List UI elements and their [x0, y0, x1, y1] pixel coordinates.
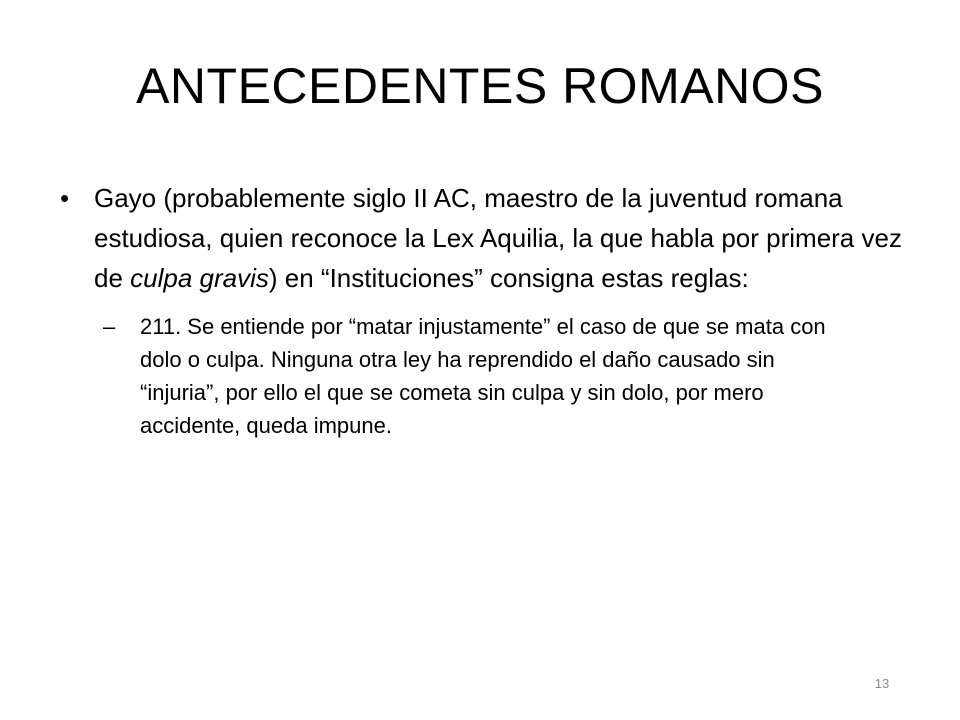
slide-content: [60, 178, 920, 442]
page-number: 13: [874, 676, 890, 691]
sub-bullet-marker: –: [103, 314, 116, 339]
bullet-item: [60, 178, 920, 298]
bullet-text-start: Gayo (probablemente siglo II AC, maestro de la juventud romana estudiosa, quien reconoce la Lex Aquilia, la que habla por primera vez de: [94, 183, 902, 293]
sub-bullet-item: [103, 310, 840, 442]
bullet-marker: •: [60, 183, 70, 213]
slide-title: ANTECEDENTES ROMANOS: [136, 58, 824, 114]
bullet-text-end: ) en “Instituciones” consigna estas reglas:: [268, 263, 749, 293]
sub-bullet-text: 211. Se entiende por “matar injustamente” el caso de que se mata con dolo o culpa. Ninguna otra ley ha reprendido el daño causado sin “injuria”, por ello el que se cometa sin culpa y sin dolo, por mero accidente, queda impune.: [140, 314, 826, 438]
bullet-text-italic: culpa gravis: [130, 263, 269, 293]
